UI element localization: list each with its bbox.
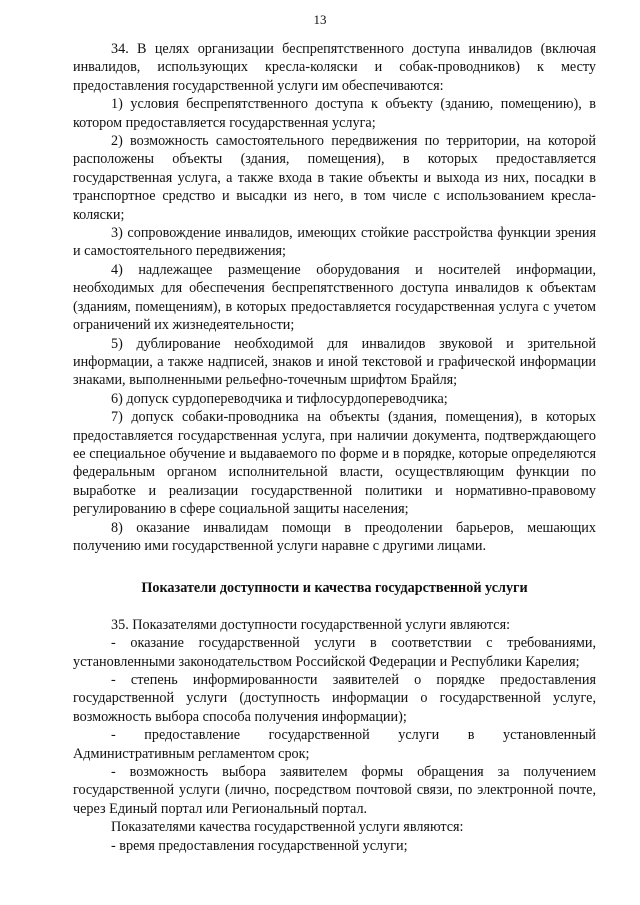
- list-item-34-7: 7) допуск собаки-проводника на объекты (здания, помещения), в которых предоставляется государственная услуга, при наличии документа, подтверждающего ее специальное обучение и выдаваемого по форме и в порядке, которые определяются федеральным органом исполнительной власти, осуществляющим функции по выработке и реализации государственной политики и нормативно-правовому регулированию в сфере социальной защиты населения;: [73, 409, 596, 518]
- section-heading: Показатели доступности и качества государственной услуги: [141, 580, 528, 597]
- list-item-34-5: 5) дублирование необходимой для инвалидов звуковой и зрительной информации, а также надписей, знаков и иной текстовой и графической информации знаками, выполненными рельефно-точечным шрифтом Брайля;: [73, 335, 596, 389]
- page-number: 13: [313, 12, 327, 27]
- list-item-34-8: 8) оказание инвалидам помощи в преодолении барьеров, мешающих получению ими государственной услуги наравне с другими лицами.: [73, 519, 596, 554]
- document-body: [73, 40, 596, 855]
- list-item-34-3: 3) сопровождение инвалидов, имеющих стойкие расстройства функции зрения и самостоятельного передвижения;: [73, 225, 596, 260]
- list-item-35-2: - степень информированности заявителей о порядке предоставления государственной услуги (доступность информации о государственной услуге, возможность выбора способа получения информации);: [73, 672, 596, 725]
- list-item-34-1: 1) условия беспрепятственного доступа к объекту (зданию, помещению), в котором предоставляется государственная услуга;: [73, 96, 596, 131]
- list-item-34-2: 2) возможность самостоятельного передвижения по территории, на которой расположены объекты (здания, помещения), в которых предоставляется государственная услуга, а также входа в такие объекты и выхода из них, посадки в транспортное средство и высадки из него, в том числе с использованием кресла-коляски;: [73, 133, 596, 223]
- list-item-35-1: - оказание государственной услуги в соответствии с требованиями, установленными законодательством Российской Федерации и Республики Карелия;: [73, 635, 596, 670]
- list-item-34-6: 6) допуск сурдопереводчика и тифлосурдопереводчика;: [111, 390, 448, 407]
- list-item-34-4: 4) надлежащее размещение оборудования и носителей информации, необходимых для обеспечения беспрепятственного доступа инвалидов к объектам (зданиям, помещениям), в которых предоставляется государственная услуга с учетом ограничений их жизнедеятельности;: [73, 261, 596, 334]
- list-item-35-3: - предоставление государственной услуги в установленный Административным регламентом срок;: [73, 727, 596, 762]
- paragraph-35-intro: 35. Показателями доступности государственной услуги являются:: [111, 616, 511, 633]
- paragraph-34-intro: 34. В целях организации беспрепятственного доступа инвалидов (включая инвалидов, использующих кресла-коляски и собак-проводников) к месту предоставления государственной услуги им обеспечиваются:: [73, 41, 596, 94]
- list-item-35-4: - возможность выбора заявителем формы обращения за получением государственной услуги (лично, посредством почтовой связи, по электронной почте, через Единый портал или Региональный портал.: [73, 764, 596, 817]
- list-item-quality-1: - время предоставления государственной услуги;: [111, 837, 408, 854]
- paragraph-quality-intro: Показателями качества государственной услуги являются:: [111, 819, 464, 836]
